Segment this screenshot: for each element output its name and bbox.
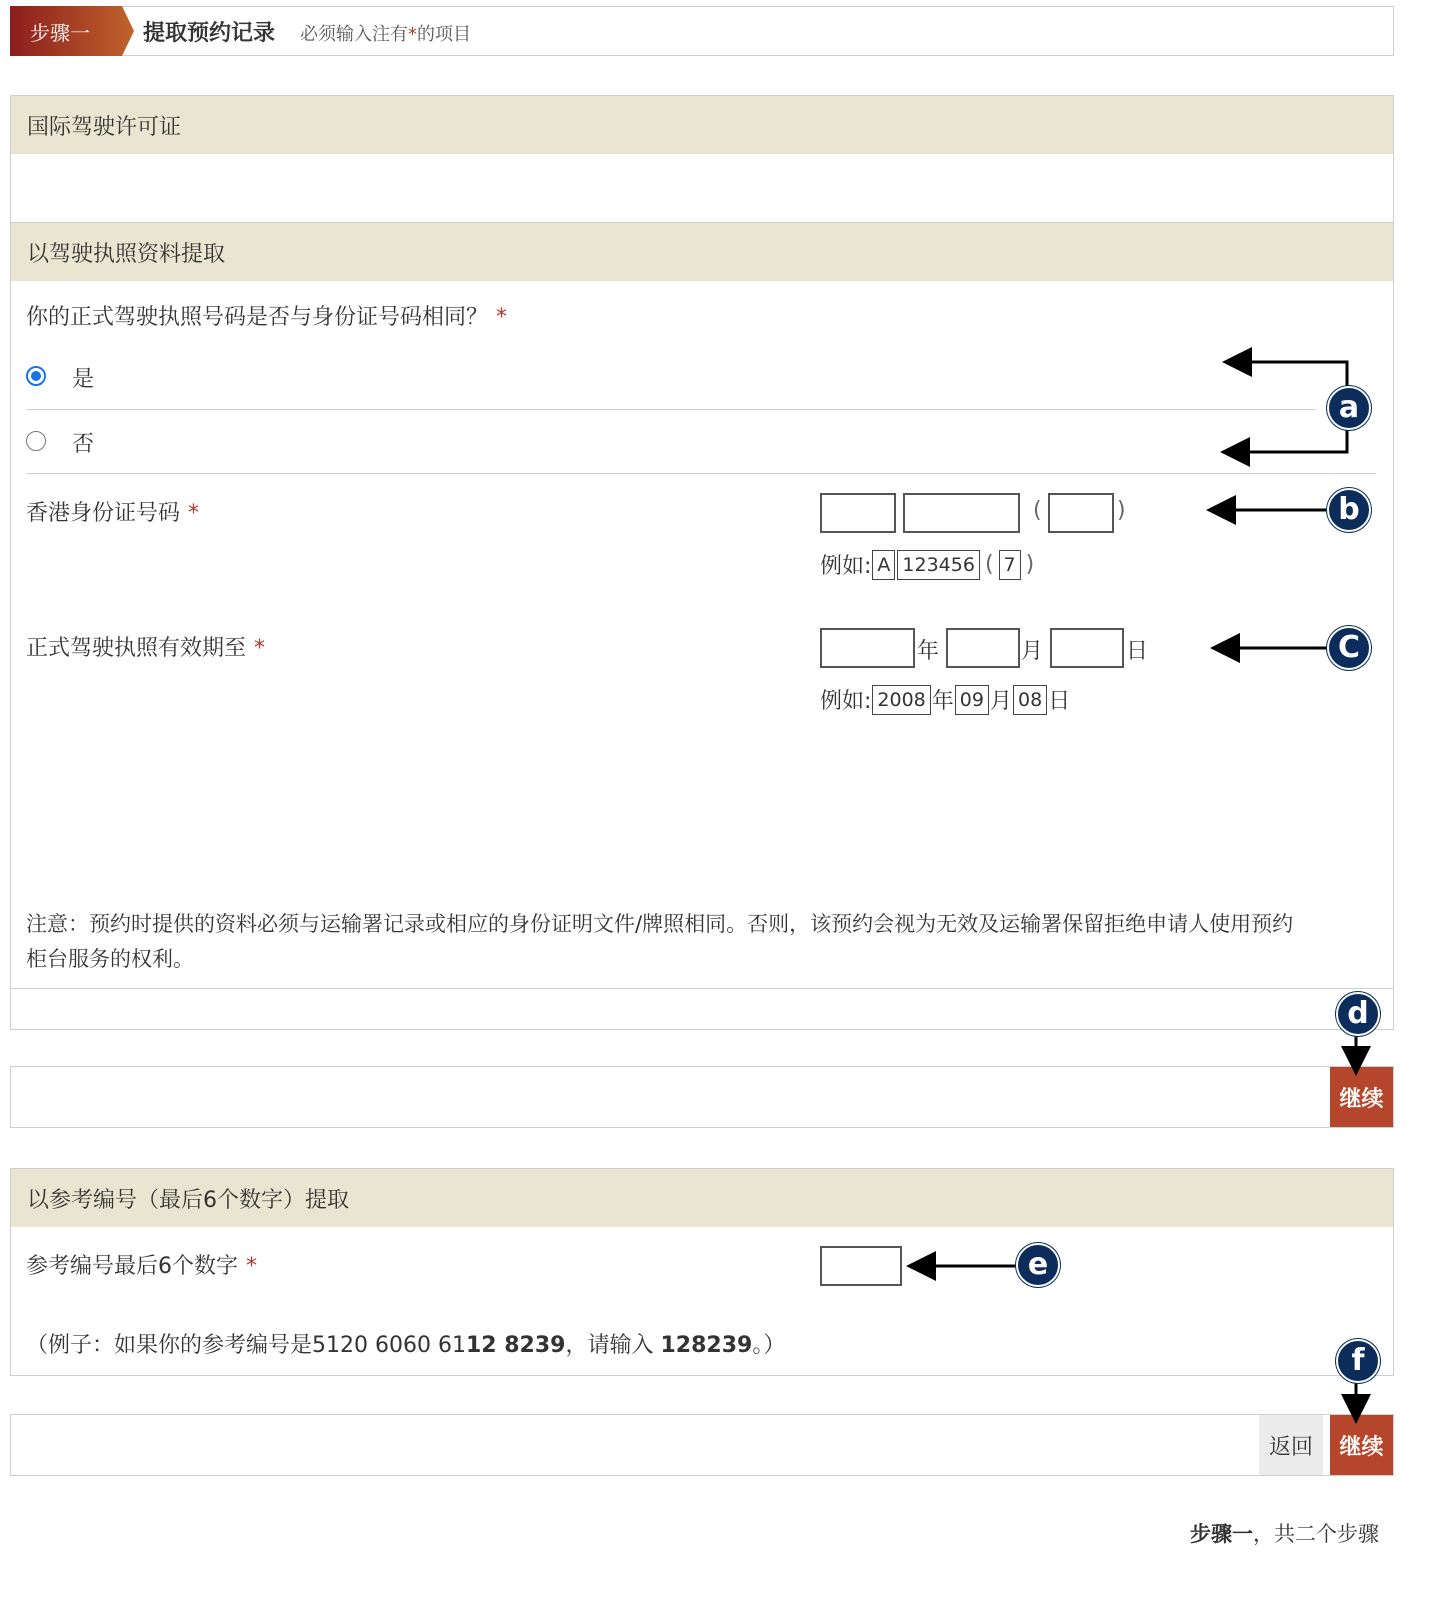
marker-b: b <box>1327 488 1371 532</box>
hkid-close-paren: ) <box>1117 498 1126 523</box>
required-note: 必须输入注有*的项目 <box>300 24 471 45</box>
expiry-month-unit: 月 <box>1021 639 1044 664</box>
radio-no-label[interactable]: 否 <box>72 432 95 457</box>
step-badge-label: 步骤一 <box>30 21 90 45</box>
back-button[interactable]: 返回 <box>1259 1415 1323 1475</box>
ref-field-label: 参考编号最后6个数字 * <box>26 1254 257 1279</box>
hkid-example-check: 7 <box>999 550 1021 580</box>
expiry-example-year: 2008 <box>872 685 930 715</box>
notice-line-1: 注意：预约时提供的资料必须与运输署记录或相应的身份证明文件/牌照相同。否则，该预约会视为无效及运输署保留拒绝申请人使用预约 <box>26 912 1294 936</box>
marker-f: f <box>1336 1339 1380 1383</box>
expiry-label: 正式驾驶执照有效期至 * <box>26 636 266 661</box>
marker-c: C <box>1327 626 1371 670</box>
notice-line-2: 柜台服务的权利。 <box>26 947 194 971</box>
marker-a: a <box>1327 386 1371 430</box>
radio-yes-label[interactable]: 是 <box>72 367 95 392</box>
license-section-title: 以驾驶执照资料提取 <box>11 223 1393 281</box>
marker-e: e <box>1016 1243 1060 1287</box>
step-progress: 步骤一，共二个步骤 <box>1190 1522 1379 1546</box>
ref-section-title: 以参考编号（最后6个数字）提取 <box>11 1169 1393 1227</box>
expiry-example-day: 08 <box>1013 685 1047 715</box>
ref-example: （例子：如果你的参考编号是5120 6060 6112 8239，请输入 128239。） <box>26 1333 786 1358</box>
hkid-example-letter: A <box>872 550 895 580</box>
ref-continue-button[interactable]: 继续 <box>1330 1415 1393 1475</box>
expiry-example: 例如: 2008 年 09 月 08 日 <box>820 684 1070 715</box>
expiry-day-unit: 日 <box>1126 639 1149 664</box>
expiry-example-month: 09 <box>955 685 989 715</box>
same-number-question: 你的正式驾驶执照号码是否与身份证号码相同？ * <box>26 305 508 330</box>
marker-d: d <box>1336 992 1380 1036</box>
hkid-example-number: 123456 <box>897 550 980 580</box>
hkid-example: 例如: A 123456 ( 7 ) <box>820 549 1034 580</box>
idp-section-title: 国际驾驶许可证 <box>11 96 1393 154</box>
hkid-open-paren: ( <box>1033 498 1042 523</box>
page-title: 提取预约记录 <box>143 21 276 46</box>
hkid-label: 香港身份证号码 * <box>26 501 200 526</box>
license-continue-button[interactable]: 继续 <box>1330 1067 1393 1127</box>
expiry-year-unit: 年 <box>917 639 940 664</box>
